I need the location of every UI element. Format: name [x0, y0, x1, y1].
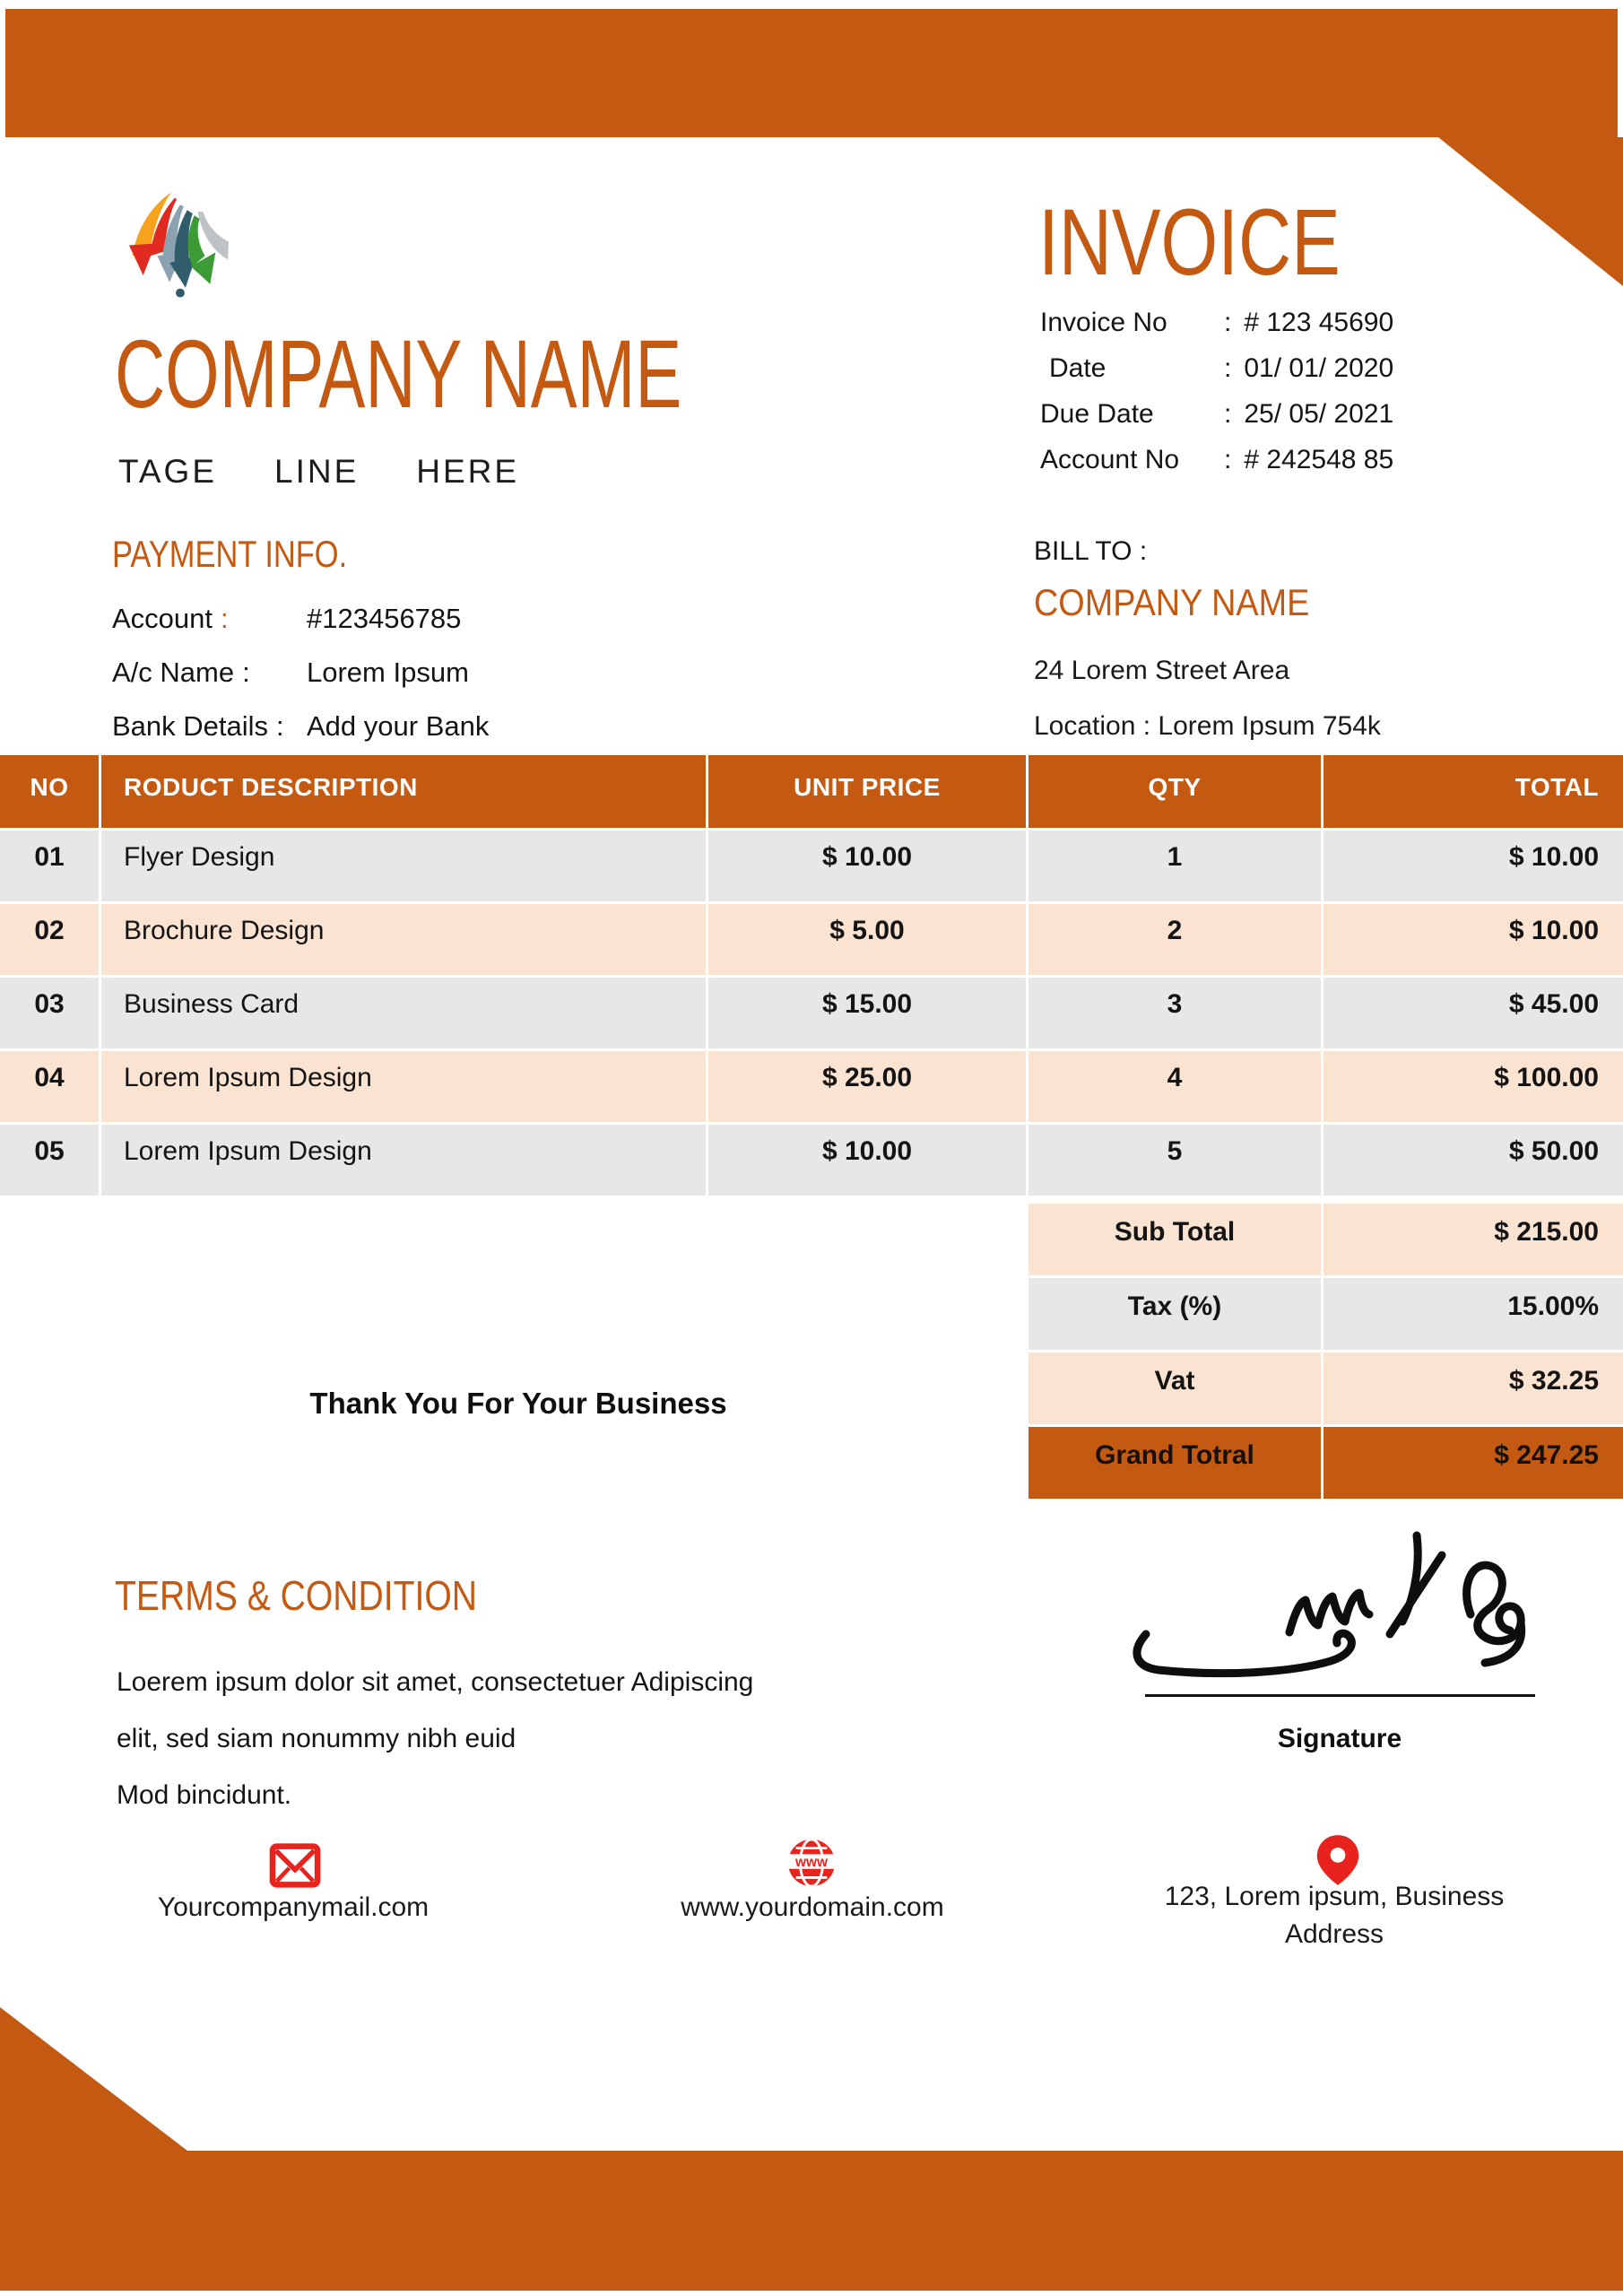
- footer-address-line2: Address: [1284, 1919, 1384, 1949]
- invoice-date-value: 01/ 01/ 2020: [1244, 352, 1394, 383]
- item-total: $ 10.00: [1324, 904, 1623, 975]
- signature-line: [1145, 1694, 1535, 1697]
- bill-to-label: BILL TO :: [1034, 536, 1148, 566]
- item-unit-price: $ 10.00: [708, 1125, 1026, 1196]
- tagline-word: TAGE: [118, 453, 217, 490]
- colon: :: [276, 710, 284, 742]
- payment-account-row: [112, 592, 489, 646]
- bill-to-company-name: COMPANY NAME: [1034, 581, 1310, 623]
- item-description: Flyer Design: [101, 831, 706, 901]
- header-unit-price: UNIT PRICE: [708, 755, 1026, 828]
- header-description: RODUCT DESCRIPTION: [101, 755, 706, 828]
- invoice-date-row: [1040, 345, 1393, 391]
- item-description: Lorem Ipsum Design: [101, 1051, 706, 1122]
- table-row: [0, 831, 1623, 901]
- svg-text:www: www: [794, 1854, 829, 1870]
- colon: :: [1224, 352, 1232, 383]
- footer-address-line1: 123, Lorem ipsum, Business: [1164, 1882, 1505, 1911]
- grand-total-row: [1028, 1427, 1623, 1499]
- subtotal-value: $ 215.00: [1324, 1204, 1623, 1275]
- item-qty: 5: [1028, 1125, 1321, 1196]
- grand-total-value: $ 247.25: [1324, 1427, 1623, 1499]
- due-date-label: Due Date: [1040, 398, 1154, 429]
- item-total: $ 50.00: [1324, 1125, 1623, 1196]
- table-row: [0, 1125, 1623, 1196]
- colon: :: [1224, 398, 1232, 429]
- thank-you-note: Thank You For Your Business: [309, 1387, 727, 1420]
- email-icon: [268, 1842, 322, 1889]
- item-description: Brochure Design: [101, 904, 706, 975]
- payment-bank-label: Bank Details: [112, 710, 269, 742]
- header-qty: QTY: [1028, 755, 1321, 828]
- tagline-word: HERE: [416, 453, 520, 490]
- item-total: $ 10.00: [1324, 831, 1623, 901]
- terms-line: elit, sed siam nonummy nibh euid: [117, 1724, 516, 1753]
- item-qty: 2: [1028, 904, 1321, 975]
- tax-label: Tax (%): [1028, 1278, 1321, 1350]
- tax-row: [1028, 1278, 1623, 1350]
- top-right-corner-shape: [1438, 137, 1623, 286]
- item-qty: 1: [1028, 831, 1321, 901]
- item-unit-price: $ 15.00: [708, 978, 1026, 1048]
- payment-bank-row: [112, 700, 489, 753]
- terms-line: Loerem ipsum dolor sit amet, consectetuer Adipiscing: [117, 1667, 754, 1697]
- payment-account-value: #123456785: [307, 603, 462, 634]
- item-unit-price: $ 25.00: [708, 1051, 1026, 1122]
- item-no: 03: [0, 978, 99, 1048]
- items-table: [0, 755, 1623, 1196]
- location-pin-icon: [1315, 1833, 1361, 1887]
- item-no: 05: [0, 1125, 99, 1196]
- bottom-orange-band: [0, 2151, 1623, 2291]
- item-unit-price: $ 5.00: [708, 904, 1026, 975]
- item-no: 02: [0, 904, 99, 975]
- item-description: Lorem Ipsum Design: [101, 1125, 706, 1196]
- item-unit-price: $ 10.00: [708, 831, 1026, 901]
- table-row: [0, 978, 1623, 1048]
- colon: :: [1224, 444, 1232, 474]
- invoice-number-value: # 123 45690: [1244, 307, 1394, 337]
- top-orange-band: [5, 9, 1618, 137]
- subtotal-label: Sub Total: [1028, 1204, 1321, 1275]
- due-date-row: [1040, 391, 1393, 437]
- tagline-word: LINE: [274, 453, 360, 490]
- payment-acname-value: Lorem Ipsum: [307, 657, 469, 688]
- item-no: 01: [0, 831, 99, 901]
- item-total: $ 45.00: [1324, 978, 1623, 1048]
- company-name: COMPANY NAME: [115, 319, 682, 428]
- payment-bank-value: Add your Bank: [307, 710, 490, 742]
- signature-label: Signature: [1277, 1724, 1402, 1753]
- vat-row: [1028, 1352, 1623, 1424]
- tagline: [118, 453, 577, 491]
- colon: :: [1224, 307, 1232, 337]
- payment-acname-row: [112, 646, 489, 700]
- item-description: Business Card: [101, 978, 706, 1048]
- table-row: [0, 1051, 1623, 1122]
- signature-scribble: [1119, 1509, 1549, 1697]
- terms-title: TERMS & CONDITION: [115, 1572, 478, 1619]
- colon: :: [242, 657, 250, 688]
- tax-value: 15.00%: [1324, 1278, 1623, 1350]
- header-total: TOTAL: [1324, 755, 1623, 828]
- payment-acname-label: A/c Name: [112, 657, 235, 688]
- totals-table: [1028, 1204, 1623, 1501]
- terms-line: Mod bincidunt.: [117, 1780, 292, 1810]
- account-number-value: # 242548 85: [1244, 444, 1394, 474]
- invoice-number-label: Invoice No: [1040, 307, 1167, 337]
- item-qty: 4: [1028, 1051, 1321, 1122]
- payment-info: [112, 592, 489, 753]
- globe-www-icon: [785, 1837, 838, 1889]
- account-number-row: [1040, 437, 1393, 483]
- vat-value: $ 32.25: [1324, 1352, 1623, 1424]
- footer-email-text: Yourcompanymail.com: [157, 1892, 430, 1922]
- vat-label: Vat: [1028, 1352, 1321, 1424]
- payment-account-label: Account: [112, 603, 213, 634]
- due-date-value: 25/ 05/ 2021: [1244, 398, 1394, 429]
- company-logo-icon: [126, 190, 231, 301]
- subtotal-row: [1028, 1204, 1623, 1275]
- items-table-header: [0, 755, 1623, 828]
- account-number-label: Account No: [1040, 444, 1180, 474]
- invoice-number-row: [1040, 300, 1393, 345]
- grand-total-label: Grand Totral: [1028, 1427, 1321, 1499]
- invoice-title: INVOICE: [1038, 190, 1341, 295]
- payment-info-title: PAYMENT INFO.: [112, 533, 348, 575]
- header-no: NO: [0, 755, 99, 828]
- item-qty: 3: [1028, 978, 1321, 1048]
- table-row: [0, 904, 1623, 975]
- item-total: $ 100.00: [1324, 1051, 1623, 1122]
- invoice-date-label: Date: [1049, 352, 1107, 383]
- invoice-meta: [1040, 300, 1393, 483]
- bill-to-street: 24 Lorem Street Area: [1034, 656, 1290, 685]
- footer-website-text: www.yourdomain.com: [681, 1892, 944, 1922]
- bill-to-location: Location : Lorem Ipsum 754k: [1034, 711, 1381, 741]
- bottom-left-wedge: [0, 2007, 187, 2151]
- colon: :: [221, 603, 229, 634]
- item-no: 04: [0, 1051, 99, 1122]
- terms-body: [117, 1654, 753, 1823]
